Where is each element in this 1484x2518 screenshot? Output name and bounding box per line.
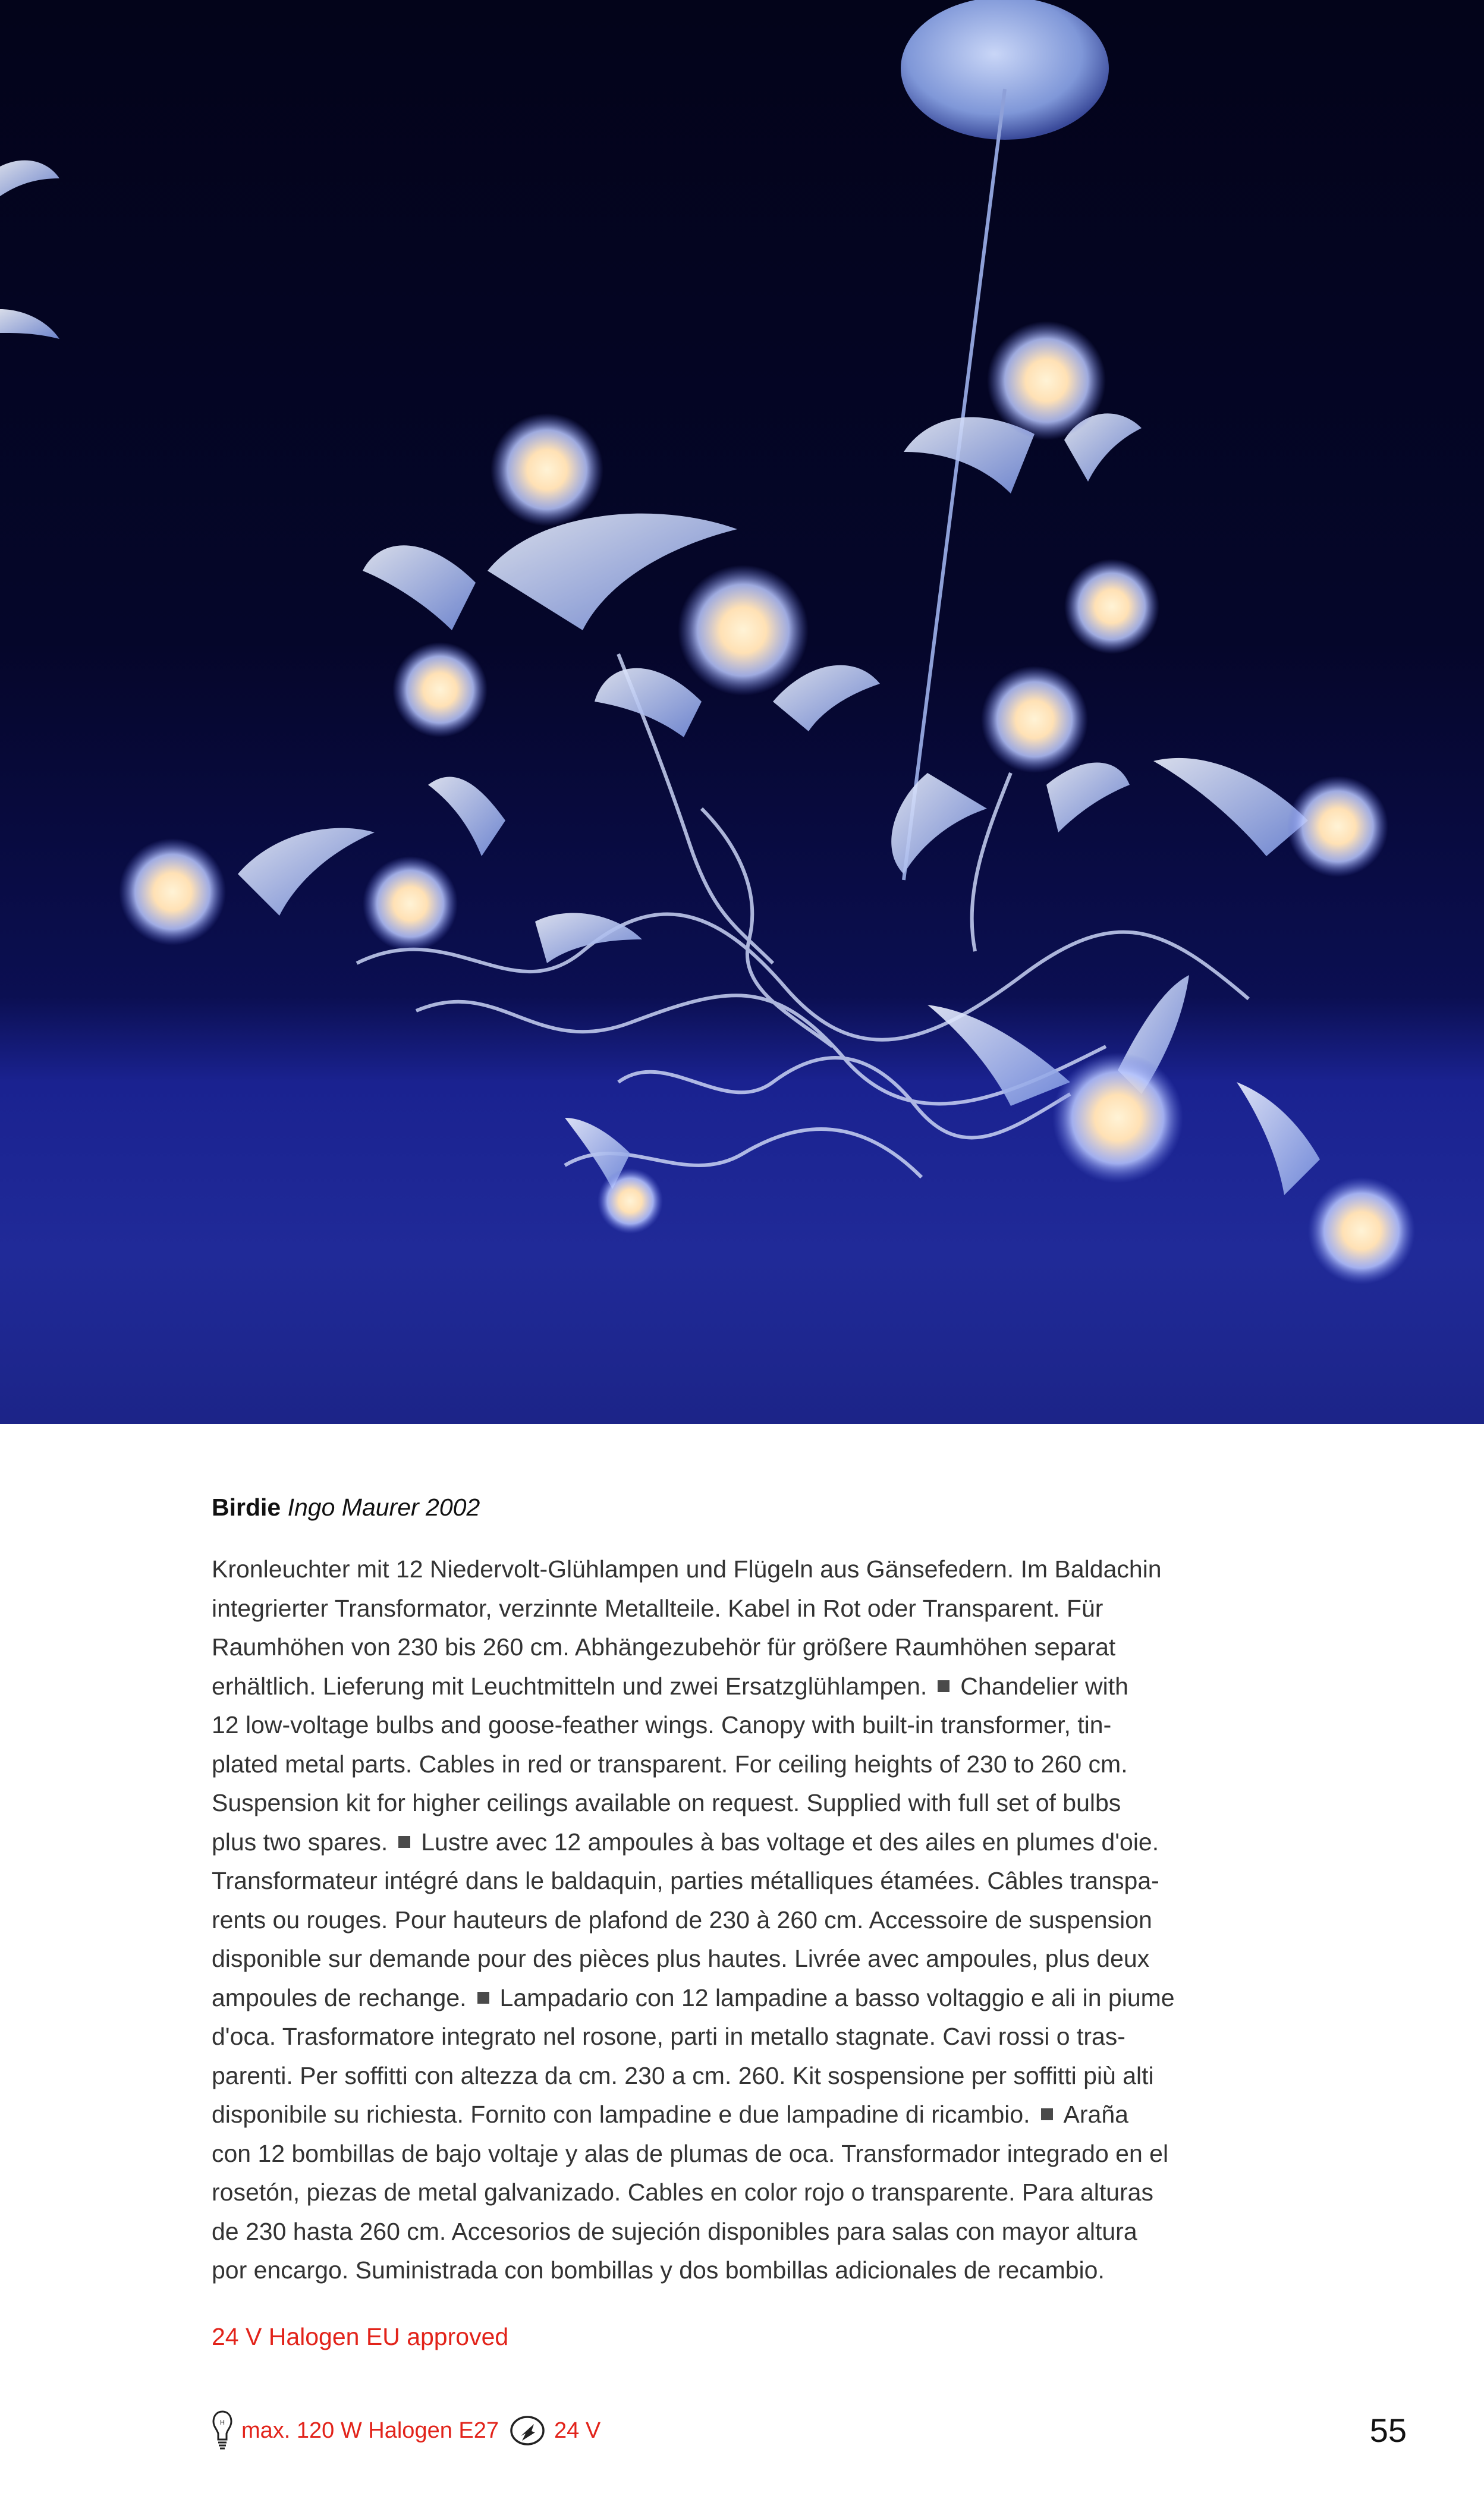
description-line: Suspension kit for higher ceilings available on request. Supplied with full set of bulbs: [212, 1789, 1121, 1816]
product-text-block: [212, 1489, 1187, 2354]
bulb: [598, 1168, 663, 1234]
description-line: Kronleuchter mit 12 Niedervolt-Glühlampen und Flügeln aus Gänsefedern. Im Baldachin: [212, 1555, 1162, 1583]
description-line: con 12 bombillas de bajo voltaje y alas de plumas de oca. Transformador integrado en el: [212, 2139, 1169, 2167]
page-footer: [212, 2407, 1407, 2454]
description-segment: Chandelier with: [960, 1672, 1128, 1700]
description-segment: Araña: [1063, 2101, 1128, 2128]
product-designer-year: Ingo Maurer 2002: [287, 1494, 480, 1521]
description-line: por encargo. Suministrada con bombillas y dos bombillas adicionales de recambio.: [212, 2256, 1105, 2284]
page-number: 55: [1369, 2412, 1407, 2449]
bulb-spec: [212, 2407, 499, 2454]
approval-note: 24 V Halogen EU approved: [212, 2322, 509, 2350]
description-line: 12 low-voltage bulbs and goose-feather wings. Canopy with built-in transformer, tin-: [212, 1711, 1112, 1739]
description-segment: plus two spares.: [212, 1828, 388, 1856]
bulb-spec-text: max. 120 W Halogen E27: [241, 2418, 499, 2443]
description-line: [212, 1823, 1187, 1862]
description-line: Raumhöhen von 230 bis 260 cm. Abhängezubehör für größere Raumhöhen separat: [212, 1633, 1116, 1661]
transformer-icon: [509, 2415, 546, 2447]
bulb: [119, 838, 226, 945]
voltage-spec: [509, 2407, 600, 2454]
description-line: integrierter Transformator, verzinnte Metallteile. Kabel in Rot oder Transparent. Für: [212, 1594, 1103, 1622]
description-line: d'oca. Trasformatore integrato nel rosone, parti in metallo stagnate. Cavi rossi o tras-: [212, 2023, 1125, 2050]
description-line: plated metal parts. Cables in red or transparent. For ceiling heights of 230 to 260 cm.: [212, 1750, 1128, 1778]
bulb: [491, 413, 603, 526]
bulb: [363, 856, 458, 951]
description-segment: Lustre avec 12 ampoules à bas voltage et des ailes en plumes d'oie.: [421, 1828, 1159, 1856]
description-segment: ampoules de rechange.: [212, 1983, 467, 2011]
bulb: [1052, 1052, 1183, 1183]
bulb: [1308, 1177, 1415, 1284]
bulb: [987, 321, 1106, 440]
description-segment: erhältlich. Lieferung mit Leuchtmitteln und zwei Ersatzglühlampen.: [212, 1672, 928, 1700]
description-line: rosetón, piezas de metal galvanizado. Cables en color rojo o transparente. Para alturas: [212, 2179, 1153, 2206]
language-separator-icon: [1041, 2108, 1053, 2120]
language-separator-icon: [477, 1992, 489, 2004]
bulb: [981, 666, 1088, 773]
description-line: de 230 hasta 260 cm. Accesorios de sujeción disponibles para salas con mayor altura: [212, 2217, 1137, 2245]
description-line: rents ou rouges. Pour hauteurs de plafond de 230 à 260 cm. Accessoire de suspension: [212, 1906, 1152, 1934]
description-segment: Lampadario con 12 lampadine a basso voltaggio e ali in piume: [499, 1983, 1175, 2011]
bulb-icon: [212, 2410, 233, 2451]
voltage-spec-text: 24 V: [554, 2418, 601, 2443]
canopy: [901, 0, 1109, 140]
feather-wings: [0, 161, 1320, 1195]
language-separator-icon: [398, 1836, 410, 1848]
description-segment: disponibile su richiesta. Fornito con lampadine e due lampadine di ricambio.: [212, 2101, 1030, 2128]
product-description: [212, 1550, 1187, 2290]
bulb: [678, 565, 809, 696]
bulb: [1287, 776, 1388, 877]
description-line: Transformateur intégré dans le baldaquin, parties métalliques étamées. Câbles transpa-: [212, 1867, 1159, 1894]
description-line: [212, 1667, 1187, 1706]
product-title: [212, 1489, 1187, 1525]
language-separator-icon: [938, 1680, 949, 1692]
suspension-cable: [904, 89, 1005, 880]
svg-text:H: H: [219, 2419, 225, 2426]
description-line: [212, 1979, 1187, 2018]
description-line: disponible sur demande pour des pièces plus hautes. Livrée avec ampoules, plus deux: [212, 1945, 1150, 1972]
bulb: [392, 642, 488, 737]
description-line: [212, 2095, 1187, 2135]
bulb: [1064, 559, 1159, 654]
product-name: Birdie: [212, 1494, 281, 1521]
description-line: parenti. Per soffitti con altezza da cm. 230 a cm. 260. Kit sospensione per soffitti più alti: [212, 2061, 1154, 2089]
